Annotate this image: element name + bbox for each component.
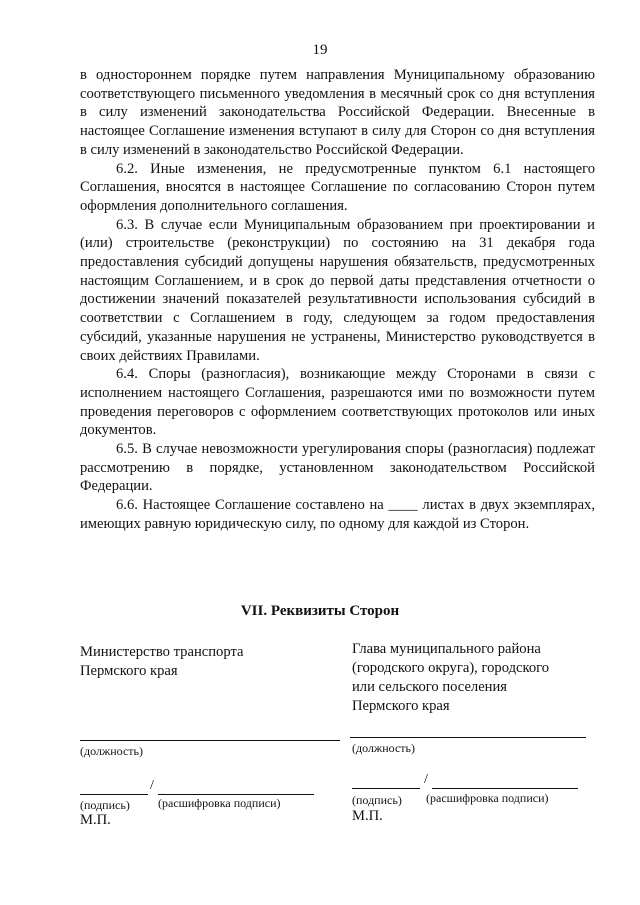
right-position-line xyxy=(350,737,586,738)
left-position-line xyxy=(80,740,340,741)
left-party-line: Пермского края xyxy=(80,663,178,679)
right-position-caption: (должность) xyxy=(352,741,415,755)
right-party-line: (городского округа), городского xyxy=(352,660,550,676)
left-slash: / xyxy=(150,778,154,793)
body-text xyxy=(80,66,595,534)
right-signature-line xyxy=(352,788,420,789)
right-decoding-line xyxy=(432,788,578,789)
paragraph-6-3: 6.3. В случае если Муниципальным образованием при проектировании и (или) строительстве (реконструкции) по состоянию на 31 декабря года предоставления субсидий допущены нарушения обязательств, предусмотренных настоящим Соглашением, и в срок до первой даты представления отчетности о достижении значений показателей результативности использования субсидий в соответствии с Соглашением в году, следующем за годом предоставления субсидий, указанные нарушения не устранены, Министерство руководствуется в своих действиях Правилами. xyxy=(80,216,595,364)
left-signature-line xyxy=(80,794,148,795)
paragraph-continuation: в одностороннем порядке путем направления Муниципальному образованию соответствующего письменного уведомления в месячный срок со дня вступления в силу изменений законодательства Российской Федерации. Внесенные в настоящее Соглашение изменения вступают в силу для Сторон со дня вступления в силу изменений в законодательство Российской Федерации. xyxy=(80,67,595,158)
left-decoding-line xyxy=(158,794,314,795)
paragraph-6-5: 6.5. В случае невозможности урегулирования споры (разногласия) подлежат рассмотрению в порядке, установленном законодательством Российской Федерации. xyxy=(80,441,595,495)
left-position-caption: (должность) xyxy=(80,744,143,758)
right-signature-caption: (подпись) xyxy=(352,793,402,807)
paragraph-6-2: 6.2. Иные изменения, не предусмотренные пунктом 6.1 настоящего Соглашения, вносятся в настоящее Соглашение по согласованию Сторон путем оформления дополнительного соглашения. xyxy=(80,160,595,214)
right-party-line: Пермского края xyxy=(352,698,450,714)
paragraph-6-6: 6.6. Настоящее Соглашение составлено на ____ листах в двух экземплярах, имеющих равную юридическую силу, по одному для каждой из Сторон. xyxy=(80,497,595,532)
right-seal-label: М.П. xyxy=(352,808,383,824)
section-title: VII. Реквизиты Сторон xyxy=(240,603,400,619)
right-party-line: Глава муниципального района xyxy=(352,641,541,657)
left-seal-label: М.П. xyxy=(80,812,111,828)
left-signature-caption: (подпись) xyxy=(80,798,130,812)
left-decoding-caption: (расшифровка подписи) xyxy=(158,796,281,810)
paragraph-6-4: 6.4. Споры (разногласия), возникающие между Сторонами в связи с исполнением настоящего Соглашения, разрешаются ими по возможности путем проведения переговоров с оформлением соответствующих протоколов или иных документов. xyxy=(80,366,595,439)
right-slash: / xyxy=(424,772,428,787)
right-party-name xyxy=(352,640,592,716)
left-party-name xyxy=(80,643,320,681)
right-party-line: или сельского поселения xyxy=(352,679,508,695)
page-number: 19 xyxy=(312,42,328,58)
right-decoding-caption: (расшифровка подписи) xyxy=(426,791,549,805)
left-party-line: Министерство транспорта xyxy=(80,644,244,660)
